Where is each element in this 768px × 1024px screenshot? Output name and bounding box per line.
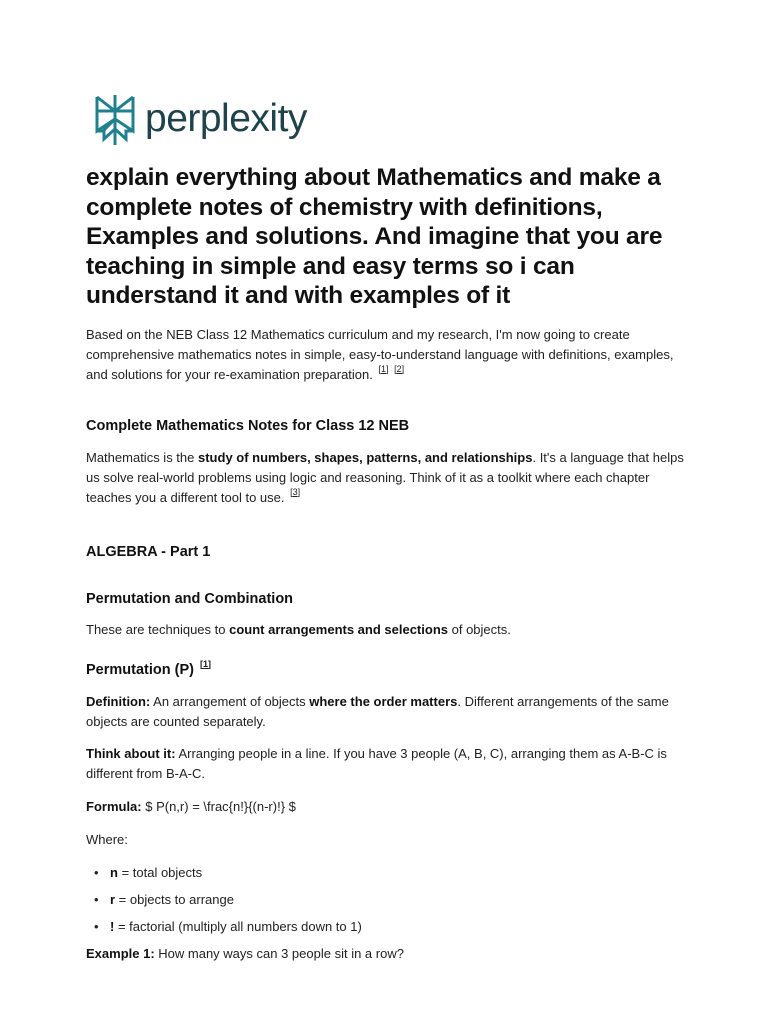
definition-pre: An arrangement of objects [150, 693, 310, 709]
techniques-post: of objects. [448, 621, 511, 637]
example-1-paragraph [86, 944, 690, 964]
think-text: Arranging people in a line. If you have 3 people (A, B, C), arranging them as A-B-C is different from B-A-C. [86, 745, 667, 781]
citation-link-1[interactable]: [1] [378, 363, 389, 374]
logo-wordmark: perplexity [145, 96, 307, 140]
perplexity-logo-icon [94, 94, 136, 146]
math-intro-pre: Mathematics is the [86, 449, 198, 465]
list-item: • n = total objects [94, 864, 203, 880]
techniques-pre: These are techniques to [86, 621, 230, 637]
example-1-text: How many ways can 3 people sit in a row? [154, 945, 404, 961]
citation-link-3[interactable]: [3] [290, 486, 301, 497]
techniques-paragraph [86, 620, 690, 640]
math-intro-post: . It's a language that helps us solve real-world problems using logic and reasoning. Think of it as a toolkit where each chapter teaches you a different tool to use. [86, 449, 684, 505]
think-paragraph [86, 744, 690, 784]
think-label: Think about it: [86, 745, 176, 761]
notes-heading: Complete Mathematics Notes for Class 12 NEB [86, 417, 410, 434]
permutation-combination-heading: Permutation and Combination [86, 590, 294, 607]
citation-link-perm[interactable]: [1] [199, 658, 211, 669]
permutation-heading [86, 660, 690, 680]
citation-link-2[interactable]: [2] [394, 363, 405, 374]
list-item-term: ! [110, 918, 115, 934]
techniques-bold: count arrangements and selections [229, 621, 448, 637]
algebra-heading: ALGEBRA - Part 1 [86, 543, 211, 560]
list-item-term: r [110, 891, 116, 907]
formula-label: Formula: [86, 798, 142, 814]
list-item: • ! = factorial (multiply all numbers down to 1) [94, 918, 362, 934]
variable-list [86, 863, 690, 937]
math-intro-paragraph [86, 448, 690, 508]
math-intro-bold: study of numbers, shapes, patterns, and relationships [198, 449, 533, 465]
formula-text: $ P(n,r) = \frac{n!}{(n-r)!} $ [141, 798, 296, 814]
example-1-label: Example 1: [86, 945, 155, 961]
intro-text: Based on the NEB Class 12 Mathematics curriculum and my research, I'm now going to create comprehensive mathematics notes in simple, easy-to-understand language with definitions, examples, and solutions for your re-examination preparation. [86, 326, 674, 382]
where-label: Where: [86, 831, 128, 847]
definition-paragraph [86, 692, 690, 732]
formula-paragraph [86, 797, 690, 817]
document-content [86, 163, 690, 964]
list-item-desc: = factorial (multiply all numbers down to 1) [114, 918, 362, 934]
perplexity-logo [94, 94, 307, 146]
list-item-desc: = total objects [117, 864, 203, 880]
intro-paragraph [86, 325, 690, 385]
list-item-term: n [110, 864, 118, 880]
permutation-heading-text: Permutation (P) [86, 661, 194, 678]
list-item-desc: = objects to arrange [115, 891, 234, 907]
list-item: • r = objects to arrange [94, 891, 234, 907]
definition-label: Definition: [86, 693, 151, 709]
page-title: explain everything about Mathematics and make a complete notes of chemistry with definitions, Examples and solutions. And imagine that you are teaching in simple and easy terms so i can understand it and with examples of it [86, 164, 663, 309]
definition-post: . Different arrangements of the same objects are counted separately. [86, 693, 669, 729]
definition-bold: where the order matters [309, 693, 458, 709]
